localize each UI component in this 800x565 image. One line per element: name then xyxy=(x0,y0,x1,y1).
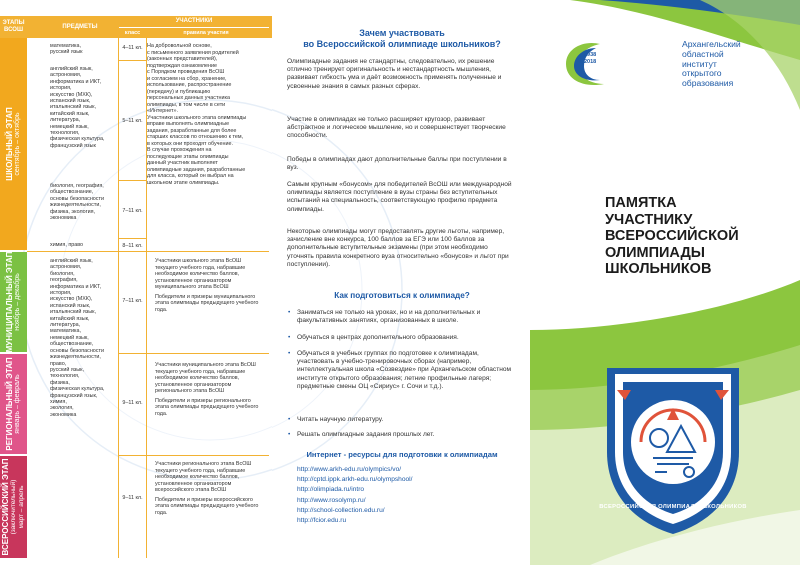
column-divider xyxy=(118,38,119,558)
anniversary-logo xyxy=(560,38,652,90)
header-class: класс xyxy=(124,30,141,36)
olympiad-emblem-icon xyxy=(597,360,749,538)
resource-link[interactable]: http://fcior.edu.ru xyxy=(297,517,347,525)
paragraph-1: Олимпиадные задания не стандартны, следовательно, их решение отлично тренирует оригинальность и нестандартность мышления, развивает гибкость ума и даёт возможность применять полученные и усвоенные знания в самых разных сферах. xyxy=(287,58,502,90)
stage-regional-period: январь – февраль xyxy=(13,374,21,434)
stage-school xyxy=(0,38,27,250)
olympiad-emblem xyxy=(597,360,749,538)
prep-bullet-3: • Обучаться в учебных группах по подготовке к олимпиадам, участвовать в учебно-тренировочных сборах (например, интеллектуальная школа «Созвездие» при Архангельском областном институте открытого образования; летние профильные лагеря; предметные смены ОЦ «Сириус» г. Сочи и т.д.). xyxy=(297,350,515,391)
school-subjects-b: английский язык, астрономия, информатика и ИКТ, история, искусство (МХК), испанский язык, итальянский язык, китайский язык, литература, немецкий язык, технология, физическая культура, французский язык xyxy=(50,66,105,149)
school-subjects-c: биология, география, обществознание, основы безопасности жизнедеятельности, физика, экология, экономика xyxy=(50,183,104,222)
brochure-title: ПАМЯТКА УЧАСТНИКУ ВСЕРОССИЙСКОЙ ОЛИМПИАДЫ ШКОЛЬНИКОВ xyxy=(605,195,739,277)
municipal-rule-2: • Победители и призеры муниципального этапа олимпиады предыдущего учебного года. xyxy=(155,294,265,314)
how-to-prepare-title: Как подготовиться к олимпиаде? xyxy=(334,291,470,300)
prep-bullet-2: • Обучаться в центрах дополнительного образования. xyxy=(297,334,515,342)
header-participants: УЧАСТНИКИ xyxy=(175,18,213,24)
logo-years: 1938 2018 xyxy=(584,52,597,65)
regional-rule-2: • Победители и призеры регионального этапа олимпиады предыдущего учебного года. xyxy=(155,398,265,418)
regional-rule-1: • Участники муниципального этапа ВсОШ текущего учебного года, набравшие необходимое количество баллов, установленное организатором регионального этапа ВсОШ xyxy=(155,362,265,395)
divider xyxy=(119,455,269,456)
prep-bullet-4: • Читать научную литературу. xyxy=(297,416,515,424)
resource-link[interactable]: http://www.rosolymp.ru/ xyxy=(297,496,366,504)
resource-link[interactable]: http://school-collection.edu.ru/ xyxy=(297,506,385,514)
allrussian-class: 9–11 кл. xyxy=(122,495,143,501)
stage-school-title: ШКОЛЬНЫЙ ЭТАП xyxy=(4,107,14,181)
allrussian-rule-2: • Победители и призеры всероссийского этапа олимпиады предыдущего учебного года. xyxy=(155,497,265,517)
resource-link[interactable]: http://www.arkh-edu.ru/olympics/vo/ xyxy=(297,466,402,473)
header-stages: ЭТАПЫ ВСОШ xyxy=(2,20,25,33)
logo-number: 80 xyxy=(606,43,644,81)
municipal-rules xyxy=(147,258,265,316)
prep-bullet-5: • Решать олимпиадные задания прошлых лет. xyxy=(297,431,515,439)
school-subjects-a: математика, русский язык xyxy=(50,43,83,56)
stage-municipal-title: МУНИЦИПАЛЬНЫЙ ЭТАП xyxy=(4,251,14,353)
divider xyxy=(119,238,146,239)
school-class-c: 7–11 кл. xyxy=(122,208,143,214)
divider xyxy=(119,180,146,181)
school-subjects-d: химия, право xyxy=(50,242,84,248)
regional-rules xyxy=(147,362,265,420)
column-divider xyxy=(146,38,147,558)
header-rules: правила участия xyxy=(183,30,229,36)
stage-allrussian-sub: (заключительный) xyxy=(9,479,17,535)
stage-school-period: сентябрь – октябрь xyxy=(13,112,21,176)
paragraph-3: Победы в олимпиадах дают дополнительные баллы при поступлении в вуз. xyxy=(287,156,507,172)
paragraph-2: Участие в олимпиадах не только расширяет кругозор, развивает абстрактное и логическое мышление, но и совершенствует творческие способности. xyxy=(287,116,506,140)
stage-allrussian xyxy=(0,456,27,558)
school-class-d: 8–11 кл. xyxy=(122,243,143,249)
allrussian-rule-1: • Участники регионального этапа ВсОШ текущего учебного года, набравшие необходимое количество баллов, установленное организатором всероссийского этапа ВсОШ xyxy=(155,461,265,494)
allrussian-rules xyxy=(147,461,265,519)
school-rules: На добровольной основе, с письменного заявления родителей (законных представителей), подтверждая ознакомление с Порядком проведения ВсОШ и согласием на сбор, хранение, использование, распространение (передачу) и публикацию персональных данных участника олимпиады, в том числе в сети «Интернет». Участники школьного этапа олимпиады вправе выполнять олимпиадные задания, разработанные для более старших классов по отношению к тем, в которых они проходят обучение. В случае прохождения на последующие этапы олимпиады данный участник выполняет олимпиадные задания, разработанные для класса, который он выбрал на школьном этапе олимпиады. xyxy=(147,43,247,186)
header-divider xyxy=(119,27,269,28)
regional-class: 9–11 кл. xyxy=(122,400,143,406)
stage-municipal-period: ноябрь – декабрь xyxy=(13,273,21,331)
resource-link[interactable]: http://olimpiada.ru/intro xyxy=(297,486,365,494)
resource-links xyxy=(297,465,412,526)
school-class-a: 4–11 кл. xyxy=(122,45,143,51)
institute-name: Архангельский областной институт открытого образования xyxy=(682,39,741,89)
header-subjects: ПРЕДМЕТЫ xyxy=(62,24,98,30)
school-class-b: 5–11 кл. xyxy=(122,118,143,124)
paragraph-4: Самым крупным «бонусом» для победителей ВсОШ или международной олимпиады является поступление в вузы страны без вступительных испытаний на специальность, соответствующую профилю предмета олимпиады. xyxy=(287,181,512,213)
why-participate-title: Зачем участвовать во Всероссийской олимпиаде школьников? xyxy=(303,28,501,49)
municipal-subjects: английский язык, астрономия, биология, география, информатика и ИКТ, история, искусство (МХК), испанский язык, итальянский язык, китайский язык, литература, математика, немецкий язык, обществознание, основы безопасности жизнедеятельности, право, русский язык, технология, физика, физическая культура, французский язык, химия, экология, экономика xyxy=(50,258,105,418)
emblem-text: ВСЕРОССИЙСКАЯ ОЛИМПИАДА ШКОЛЬНИКОВ xyxy=(599,504,747,510)
stage-allrussian-period: март – апрель xyxy=(17,485,25,529)
municipal-class: 7–11 кл. xyxy=(122,298,143,304)
stage-municipal xyxy=(0,252,27,352)
paragraph-5: Некоторые олимпиады могут предоставлять другие льготы, например, зачисление вне конкурса, 100 баллов за ЕГЭ или 100 баллов за дополнительные вступительные экзамены (при этом необходимо уточнять правила конкретного вуза относительно «бонусов» и льгот при поступлении). xyxy=(287,228,509,268)
divider xyxy=(27,251,269,252)
municipal-rule-1: • Участники школьного этапа ВсОШ текущего учебного года, набравшие необходимое количество баллов, установленное организатором муниципального этапа ВсОШ xyxy=(155,258,265,291)
olympiad-stages-table xyxy=(0,0,272,565)
stage-regional xyxy=(0,354,27,454)
prep-bullet-1: • Заниматься не только на уроках, но и на дополнительных и факультативных занятиях, организованных в школе. xyxy=(297,309,515,325)
divider xyxy=(119,60,146,61)
resource-link[interactable]: http://cptd.ippk.arkh-edu.ru/olympshool/ xyxy=(297,476,413,484)
divider xyxy=(119,353,269,354)
stage-allrussian-title: ВСЕРОССИЙСКИЙ ЭТАП xyxy=(0,458,10,556)
stage-regional-title: РЕГИОНАЛЬНЫЙ ЭТАП xyxy=(4,357,14,451)
resources-title: Интернет - ресурсы для подготовки к олимпиадам xyxy=(306,450,498,459)
